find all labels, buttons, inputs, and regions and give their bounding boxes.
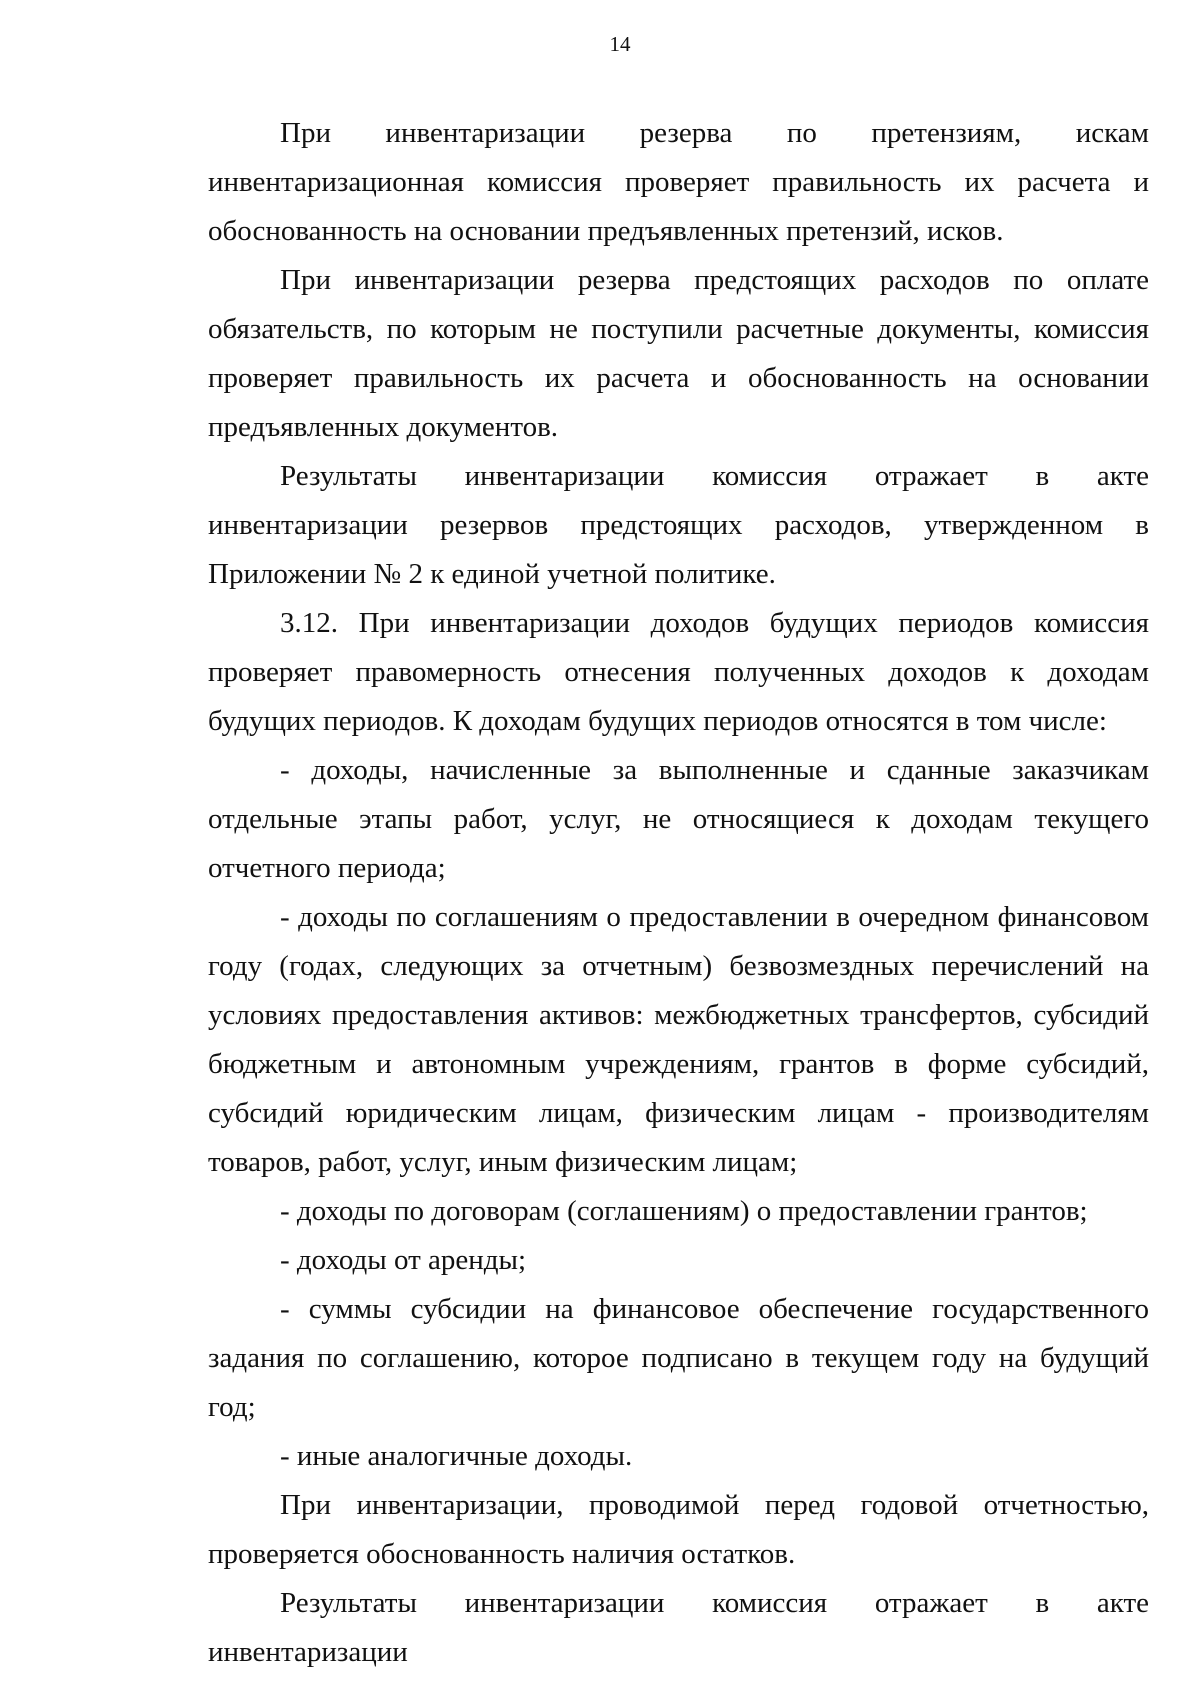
paragraph-reserve-results: Результаты инвентаризации комиссия отражает в акте инвентаризации резервов предстоящих расходов, утвержденном в Приложении № 2 к единой учетной политике. — [208, 460, 1149, 590]
list-item-subsidy-amounts: - суммы субсидии на финансовое обеспечение государственного задания по соглашению, которое подписано в текущем году на будущий год; — [208, 1293, 1149, 1423]
paragraph-year-end-inventory: При инвентаризации, проводимой перед годовой отчетностью, проверяется обоснованность наличия остатков. — [208, 1489, 1149, 1570]
list-item-accrued-income: - доходы, начисленные за выполненные и сданные заказчикам отдельные этапы работ, услуг, не относящиеся к доходам текущего отчетного периода; — [208, 754, 1149, 884]
paragraph-results-continued: Результаты инвентаризации комиссия отражает в акте инвентаризации — [208, 1587, 1149, 1668]
list-item-other-income: - иные аналогичные доходы. — [280, 1440, 633, 1472]
paragraph-section-3-12: 3.12. При инвентаризации доходов будущих периодов комиссия проверяет правомерность отнесения полученных доходов к доходам будущих периодов. К доходам будущих периодов относятся в том числе: — [208, 607, 1149, 737]
page-number: 14 — [609, 32, 631, 56]
document-body — [208, 109, 1149, 1677]
list-item-grants-income: - доходы по договорам (соглашениям) о предоставлении грантов; — [280, 1195, 1088, 1227]
list-item-rent-income: - доходы от аренды; — [280, 1244, 527, 1276]
list-item-agreements-income: - доходы по соглашениям о предоставлении в очередном финансовом году (годах, следующих за отчетным) безвозмездных перечислений на условиях предоставления активов: межбюджетных трансфертов, субсидий бюджетным и автономным учреждениям, грантов в форме субсидий, субсидий юридическим лицам, физическим лицам - производителям товаров, работ, услуг, иным физическим лицам; — [208, 901, 1149, 1178]
paragraph-claims-reserve: При инвентаризации резерва по претензиям, искам инвентаризационная комиссия проверяет правильность их расчета и обоснованность на основании предъявленных претензий, исков. — [208, 117, 1149, 247]
paragraph-expenses-reserve: При инвентаризации резерва предстоящих расходов по оплате обязательств, по которым не поступили расчетные документы, комиссия проверяет правильность их расчета и обоснованность на основании предъявленных документов. — [208, 264, 1149, 443]
